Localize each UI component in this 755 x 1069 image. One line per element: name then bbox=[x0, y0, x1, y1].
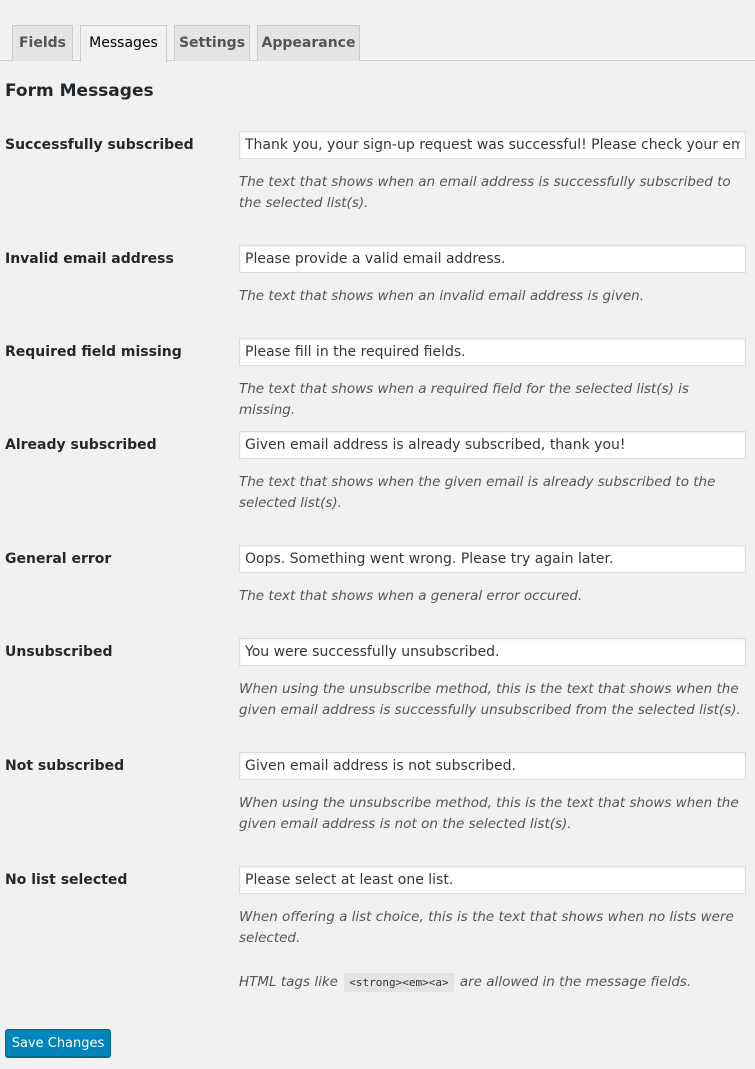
no-list-selected-input[interactable] bbox=[239, 866, 746, 894]
field-description: The text that shows when the given email is already subscribed to the selected list(s). bbox=[239, 474, 716, 511]
section-title: Form Messages bbox=[5, 81, 154, 101]
allowed-tags-code: <strong><em><a> bbox=[344, 973, 453, 992]
field-description: The text that shows when a required field for the selected list(s) is missing. bbox=[239, 381, 689, 418]
tab-label: Messages bbox=[89, 35, 158, 51]
field-description: When using the unsubscribe method, this is the text that shows when the given email address is successfully unsubscribed from the selected list(s). bbox=[239, 681, 741, 718]
field-description: The text that shows when an email address is successfully subscribed to the selected list(s). bbox=[239, 174, 731, 211]
tab-label: Fields bbox=[18, 35, 66, 51]
field-label: Successfully subscribed bbox=[5, 137, 194, 153]
invalid-email-input[interactable] bbox=[239, 245, 746, 273]
field-description: The text that shows when an invalid email address is given. bbox=[239, 288, 644, 304]
field-description: When offering a list choice, this is the text that shows when no lists were selected. bbox=[239, 909, 734, 946]
successfully-subscribed-input[interactable] bbox=[239, 131, 746, 159]
note-prefix: HTML tags like bbox=[239, 974, 338, 990]
tab-label: Settings bbox=[178, 35, 246, 51]
field-label: Unsubscribed bbox=[5, 644, 113, 660]
tab-appearance[interactable] bbox=[257, 25, 360, 61]
tab-bar bbox=[0, 0, 755, 61]
general-error-input[interactable] bbox=[239, 545, 746, 573]
field-label: Already subscribed bbox=[5, 437, 157, 453]
required-field-missing-input[interactable] bbox=[239, 338, 746, 366]
already-subscribed-input[interactable] bbox=[239, 431, 746, 459]
save-changes-button[interactable]: Save Changes bbox=[5, 1029, 111, 1057]
html-tags-note bbox=[239, 972, 691, 993]
field-label: General error bbox=[5, 551, 112, 567]
note-suffix: are allowed in the message fields. bbox=[459, 974, 692, 990]
not-subscribed-input[interactable] bbox=[239, 752, 746, 780]
field-label: Not subscribed bbox=[5, 758, 125, 774]
field-label: Required field missing bbox=[5, 344, 182, 360]
unsubscribed-input[interactable] bbox=[239, 638, 746, 666]
field-description: When using the unsubscribe method, this is the text that shows when the given email address is not on the selected list(s). bbox=[239, 795, 739, 832]
field-label: No list selected bbox=[5, 872, 128, 888]
tab-fields[interactable] bbox=[12, 25, 73, 61]
tab-label: Appearance bbox=[261, 35, 356, 51]
field-label: Invalid email address bbox=[5, 251, 174, 267]
tab-settings[interactable] bbox=[174, 25, 250, 61]
tab-messages[interactable] bbox=[80, 25, 167, 62]
field-description: The text that shows when a general error occured. bbox=[239, 588, 583, 604]
